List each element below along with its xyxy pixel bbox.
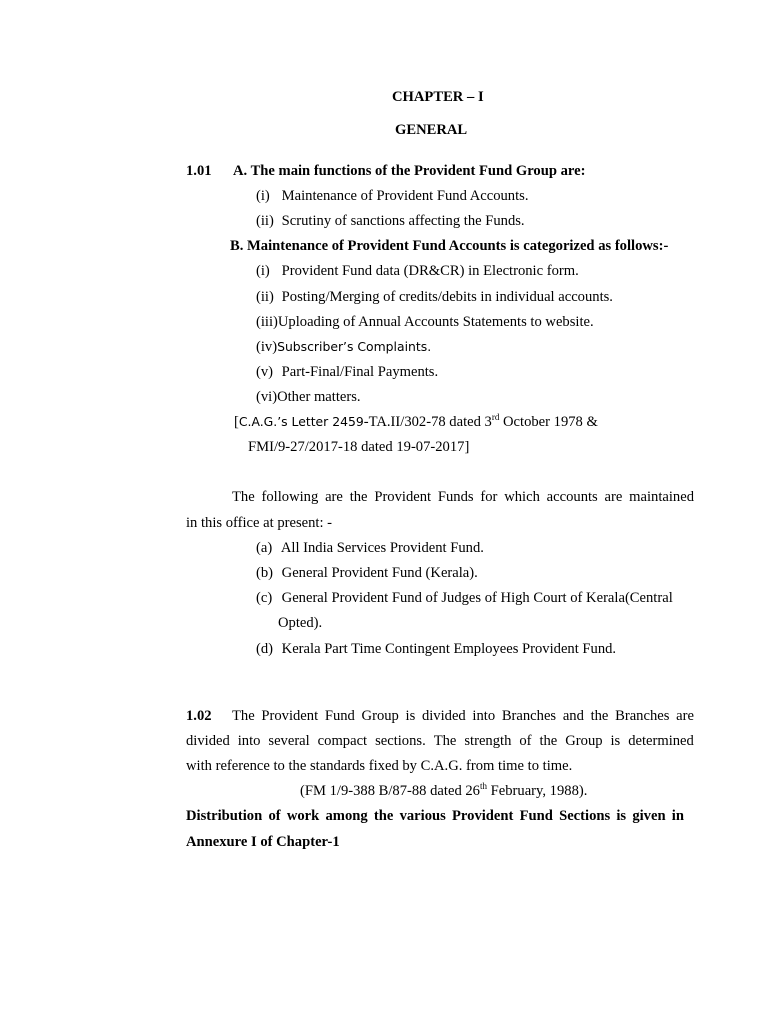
- paragraph-line: with reference to the standards fixed by C.A.G. from time to time.: [186, 758, 573, 774]
- word: Sections: [559, 808, 611, 824]
- word: Group: [565, 733, 603, 749]
- list-item: [256, 640, 616, 658]
- list-item-continuation: Opted).: [278, 615, 323, 631]
- list-item-number: (b): [256, 565, 274, 581]
- word: Group: [361, 708, 399, 724]
- reference-citation-line2: FMI/9-27/2017-18 dated 19-07-2017]: [248, 439, 470, 455]
- list-item-number: (ii): [256, 289, 274, 305]
- word: Distribution: [186, 808, 263, 824]
- reference-text-after: October 1978 &: [499, 414, 598, 430]
- reference-bracket: [: [234, 414, 239, 430]
- word: Fund: [519, 808, 553, 824]
- list-item: [256, 262, 579, 280]
- section-number-102: 1.02: [186, 708, 212, 724]
- word: divided: [186, 733, 230, 749]
- word: of: [519, 733, 532, 749]
- paragraph-line: in this office at present: -: [186, 515, 333, 531]
- word: given: [632, 808, 666, 824]
- word: strength: [464, 733, 512, 749]
- word: The: [232, 708, 255, 724]
- reference-superscript: th: [479, 781, 487, 792]
- word: of: [268, 808, 281, 824]
- word: are: [676, 708, 694, 724]
- word: and: [562, 708, 584, 724]
- list-item-text: Part-Final/Final Payments.: [281, 364, 439, 380]
- list-item-number: (c): [256, 590, 273, 606]
- word: are: [604, 489, 623, 505]
- word: Funds: [437, 489, 474, 505]
- word: for: [480, 489, 498, 505]
- paragraph-line: [232, 488, 694, 506]
- reference-citation: [300, 782, 587, 800]
- list-item-number: (iv): [256, 339, 278, 355]
- list-item-text: All India Services Provident Fund.: [280, 540, 484, 556]
- list-item: [256, 212, 525, 230]
- list-item-text: General Provident Fund of Judges of High Court of Kerala(Central: [281, 590, 673, 606]
- list-item-number: (v): [256, 364, 274, 380]
- word: Provident: [261, 708, 319, 724]
- list-item: [256, 338, 431, 356]
- list-item: [256, 187, 529, 205]
- reference-citation: [234, 413, 598, 431]
- word: several: [268, 733, 310, 749]
- reference-text: -TA.II/302-78 dated 3: [363, 414, 492, 430]
- word: compact: [317, 733, 368, 749]
- list-item: [256, 539, 484, 557]
- list-item-text: Kerala Part Time Contingent Employees Provident Fund.: [281, 641, 617, 657]
- list-item-text: Scrutiny of sanctions affecting the Funds.: [281, 213, 525, 229]
- list-item-text: Subscriber’s Complaints.: [277, 339, 432, 354]
- distribution-note-line: [186, 807, 684, 825]
- distribution-note-line: Annexure I of Chapter-1: [186, 834, 340, 850]
- list-item-number: (iii): [256, 314, 278, 330]
- chapter-subtitle: GENERAL: [395, 122, 468, 138]
- word: Branches: [501, 708, 557, 724]
- word: is: [616, 808, 627, 824]
- section-heading-a: A. The main functions of the Provident Fund Group are:: [233, 163, 586, 179]
- reference-text: (FM 1/9-388 B/87-88 dated 26: [300, 783, 480, 799]
- list-item-number: (d): [256, 641, 274, 657]
- list-item: [256, 388, 361, 406]
- word: into: [237, 733, 261, 749]
- list-item-number: (i): [256, 263, 270, 279]
- list-item-text: Uploading of Annual Accounts Statements to website.: [277, 314, 594, 330]
- word: various: [399, 808, 446, 824]
- list-item-number: (ii): [256, 213, 274, 229]
- list-item-text: Posting/Merging of credits/debits in individual accounts.: [281, 289, 613, 305]
- word: is: [405, 708, 416, 724]
- reference-text-after: February, 1988).: [487, 783, 588, 799]
- word: determined: [628, 733, 694, 749]
- section-heading-b: B. Maintenance of Provident Fund Accounts is categorized as follows:-: [230, 238, 669, 254]
- word: The: [232, 489, 255, 505]
- list-item: [256, 313, 594, 331]
- list-item-text: General Provident Fund (Kerala).: [281, 565, 478, 581]
- word: Fund: [324, 708, 355, 724]
- word: sections.: [375, 733, 426, 749]
- word: divided: [421, 708, 466, 724]
- list-item-number: (a): [256, 540, 273, 556]
- word: among: [325, 808, 368, 824]
- list-item-text: Provident Fund data (DR&CR) in Electronic form.: [281, 263, 579, 279]
- word: is: [610, 733, 621, 749]
- list-item: [256, 288, 613, 306]
- word: into: [472, 708, 496, 724]
- word: Branches: [615, 708, 670, 724]
- list-item: [256, 564, 478, 582]
- reference-cag-text: C.A.G.’s Letter 2459: [238, 414, 364, 429]
- list-item-number: (i): [256, 188, 270, 204]
- reference-superscript: rd: [491, 412, 500, 423]
- list-item: [256, 589, 673, 607]
- word: following: [261, 489, 319, 505]
- word: Provident: [452, 808, 514, 824]
- list-item-text: Maintenance of Provident Fund Accounts.: [281, 188, 529, 204]
- chapter-title: CHAPTER – I: [392, 89, 484, 105]
- word: are: [325, 489, 343, 505]
- word: the: [373, 808, 394, 824]
- list-item: [256, 363, 438, 381]
- section-number-101: 1.01: [186, 163, 212, 179]
- word: the: [539, 733, 558, 749]
- word: the: [349, 489, 368, 505]
- word: The: [433, 733, 457, 749]
- paragraph-line: [232, 707, 694, 725]
- word: accounts: [546, 489, 598, 505]
- list-item-text: Other matters.: [277, 389, 361, 405]
- word: Provident: [374, 489, 432, 505]
- word: which: [504, 489, 540, 505]
- word: work: [286, 808, 320, 824]
- list-item-number: (vi): [256, 389, 278, 405]
- word: in: [671, 808, 684, 824]
- paragraph-line: [186, 732, 694, 750]
- word: the: [590, 708, 609, 724]
- word: maintained: [629, 489, 694, 505]
